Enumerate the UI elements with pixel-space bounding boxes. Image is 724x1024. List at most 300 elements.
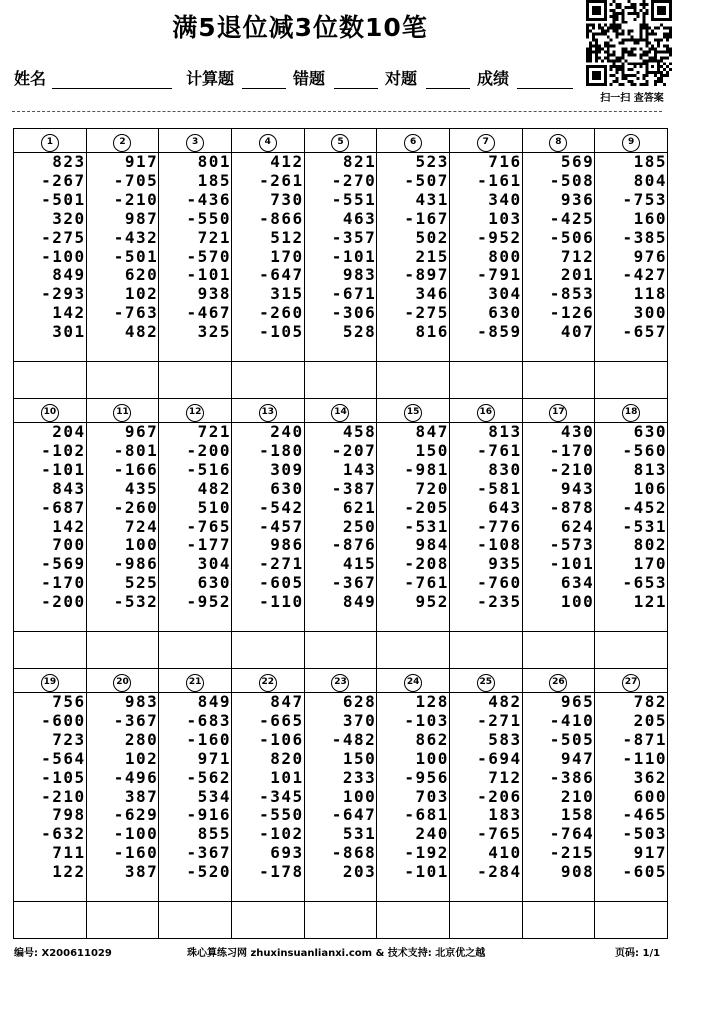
problem-value: -878 (549, 497, 595, 517)
problem-values (449, 153, 522, 362)
answer-cell[interactable] (595, 362, 668, 399)
problem-values (595, 693, 668, 902)
problem-value: 849 (197, 692, 231, 711)
problem-value: -385 (622, 227, 667, 247)
problem-value: 435 (124, 478, 159, 498)
problem-value: -501 (113, 246, 159, 266)
answer-cell[interactable] (86, 362, 159, 399)
problem-number: 27 (622, 674, 640, 692)
problem-values (522, 153, 595, 362)
problem-number-cell (522, 669, 595, 693)
problem-value: -694 (477, 748, 522, 768)
problem-value: -551 (331, 189, 377, 209)
problem-value: -200 (41, 592, 86, 612)
problem-values (159, 153, 232, 362)
problem-value: -981 (404, 459, 449, 479)
problem-value: -110 (622, 748, 667, 768)
problem-value: -260 (259, 303, 304, 323)
problem-values (159, 693, 232, 902)
problem-value: -564 (41, 748, 86, 768)
problem-value: 523 (415, 152, 449, 171)
problem-value: -550 (186, 208, 231, 228)
problem-value: 569 (560, 152, 595, 171)
problem-number-cell (377, 129, 450, 153)
score-field[interactable] (517, 88, 573, 89)
problem-value: -763 (113, 303, 159, 323)
problem-value: 965 (560, 692, 595, 711)
problem-value: -753 (622, 189, 667, 209)
problem-value: -367 (113, 710, 159, 730)
problem-values (449, 423, 522, 632)
problem-value: 415 (342, 554, 377, 574)
answer-cell[interactable] (231, 902, 304, 939)
problem-value: 531 (342, 824, 377, 844)
problem-number-cell (449, 669, 522, 693)
answer-cell[interactable] (522, 632, 595, 669)
answer-cell[interactable] (14, 632, 87, 669)
problem-value: -605 (622, 862, 667, 882)
problem-value: 813 (633, 459, 667, 479)
problem-value: -210 (41, 786, 86, 806)
problem-value: 862 (415, 729, 449, 749)
problem-value: 100 (415, 748, 449, 768)
problem-value: 170 (633, 554, 667, 574)
problem-value: -683 (186, 710, 231, 730)
problem-value: 309 (270, 459, 304, 479)
problem-value: 463 (342, 208, 377, 228)
problem-value: -101 (331, 246, 377, 266)
problem-value: -516 (186, 459, 231, 479)
problem-value: 721 (197, 422, 231, 441)
problem-value: 720 (415, 478, 449, 498)
problem-value: -765 (477, 824, 522, 844)
problem-value: 203 (342, 862, 377, 882)
name-field[interactable] (52, 88, 172, 89)
problem-value: 204 (52, 422, 86, 441)
problem-values (522, 423, 595, 632)
problem-value: -503 (622, 824, 667, 844)
problem-value: 847 (415, 422, 449, 441)
problem-value: -764 (549, 824, 595, 844)
problem-value: -647 (259, 265, 304, 285)
problem-number: 13 (259, 404, 277, 422)
answer-cell[interactable] (231, 362, 304, 399)
problem-value: -776 (477, 516, 522, 536)
answer-cell[interactable] (14, 362, 87, 399)
problem-value: 100 (342, 786, 377, 806)
problem-value: -208 (404, 554, 449, 574)
problem-values (86, 153, 159, 362)
problem-value: -505 (549, 729, 595, 749)
number-row (14, 129, 668, 153)
problem-value: 947 (560, 748, 595, 768)
answer-row (14, 362, 668, 399)
right-field[interactable] (426, 88, 470, 89)
problem-number: 7 (477, 134, 495, 152)
problem-value: 121 (633, 592, 667, 612)
problem-value: 816 (415, 322, 449, 342)
answer-cell[interactable] (86, 632, 159, 669)
problem-number: 25 (477, 674, 495, 692)
problem-value: -160 (113, 843, 159, 863)
qr-code-icon (586, 0, 672, 86)
problem-number-cell (449, 399, 522, 423)
problem-value: 943 (560, 478, 595, 498)
problem-value: -108 (477, 535, 522, 555)
problem-value: -452 (622, 497, 667, 517)
problem-value: 847 (270, 692, 304, 711)
problem-values (231, 693, 304, 902)
problem-number: 23 (331, 674, 349, 692)
problem-value: 340 (488, 189, 522, 209)
problem-value: 624 (560, 516, 595, 536)
problem-values (377, 423, 450, 632)
problem-number: 6 (404, 134, 422, 152)
problem-values (377, 693, 450, 902)
problem-value: -367 (331, 573, 377, 593)
problem-value: 721 (197, 227, 231, 247)
values-row (14, 153, 668, 362)
problem-number: 4 (259, 134, 277, 152)
problem-value: -207 (331, 440, 377, 460)
problem-value: -275 (404, 303, 449, 323)
problem-values (14, 693, 87, 902)
problem-value: 430 (560, 422, 595, 441)
problem-value: 802 (633, 535, 667, 555)
problem-value: 936 (560, 189, 595, 209)
problem-value: -956 (404, 767, 449, 787)
values-row (14, 693, 668, 902)
problem-value: 908 (560, 862, 595, 882)
cut-line (12, 111, 662, 112)
problem-values (86, 423, 159, 632)
problem-values (304, 153, 377, 362)
problem-number-cell (304, 669, 377, 693)
problem-value: 118 (633, 284, 667, 304)
problem-value: -367 (186, 843, 231, 863)
problem-number-cell (14, 129, 87, 153)
problem-value: -605 (259, 573, 304, 593)
problem-value: -550 (259, 805, 304, 825)
problem-value: -267 (41, 170, 86, 190)
problem-value: 482 (488, 692, 522, 711)
problem-number: 14 (331, 404, 349, 422)
name-label: 姓名 (14, 69, 47, 88)
problem-value: 410 (488, 843, 522, 863)
problem-number-cell (595, 399, 668, 423)
problem-value: 820 (270, 748, 304, 768)
problem-values (377, 153, 450, 362)
problem-value: -101 (549, 554, 595, 574)
answer-cell[interactable] (522, 902, 595, 939)
problem-value: 210 (560, 786, 595, 806)
problem-value: 983 (124, 692, 159, 711)
problem-number: 3 (186, 134, 204, 152)
problem-number: 16 (477, 404, 495, 422)
problem-value: 984 (415, 535, 449, 555)
problem-value: -507 (404, 170, 449, 190)
problem-values (304, 423, 377, 632)
answer-cell[interactable] (231, 632, 304, 669)
problem-value: -600 (41, 710, 86, 730)
problem-value: 320 (52, 208, 86, 228)
problem-value: -205 (404, 497, 449, 517)
problem-values (14, 423, 87, 632)
answer-cell[interactable] (595, 632, 668, 669)
problem-value: -210 (549, 459, 595, 479)
problem-value: 233 (342, 767, 377, 787)
problem-value: 512 (270, 227, 304, 247)
problem-value: 185 (197, 170, 231, 190)
qr-code[interactable] (586, 0, 672, 86)
problem-value: -260 (113, 497, 159, 517)
problem-value: -180 (259, 440, 304, 460)
problem-value: 983 (342, 265, 377, 285)
problem-value: 100 (560, 592, 595, 612)
problem-value: 855 (197, 824, 231, 844)
problem-value: 502 (415, 227, 449, 247)
problem-number: 2 (113, 134, 131, 152)
answer-cell[interactable] (159, 362, 232, 399)
problem-value: -178 (259, 862, 304, 882)
problem-values (14, 153, 87, 362)
problem-value: -581 (477, 478, 522, 498)
problem-number-cell (304, 129, 377, 153)
problem-value: 185 (633, 152, 667, 171)
problem-value: 106 (633, 478, 667, 498)
problem-value: -102 (41, 440, 86, 460)
problem-value: 630 (633, 422, 667, 441)
problem-value: -387 (331, 478, 377, 498)
problem-value: 800 (488, 246, 522, 266)
problem-value: 804 (633, 170, 667, 190)
problem-value: 431 (415, 189, 449, 209)
problem-value: -206 (477, 786, 522, 806)
problem-value: -271 (477, 710, 522, 730)
problem-value: -271 (259, 554, 304, 574)
problem-value: 301 (52, 322, 86, 342)
answer-cell[interactable] (449, 632, 522, 669)
problem-value: -100 (113, 824, 159, 844)
problem-value: 101 (270, 767, 304, 787)
problem-value: 813 (488, 422, 522, 441)
problem-values (304, 693, 377, 902)
problem-value: -573 (549, 535, 595, 555)
problem-value: -101 (186, 265, 231, 285)
problem-value: 100 (124, 535, 159, 555)
problem-value: -215 (549, 843, 595, 863)
problem-value: 628 (342, 692, 377, 711)
problem-value: -106 (259, 729, 304, 749)
answer-cell[interactable] (377, 632, 450, 669)
problem-value: -916 (186, 805, 231, 825)
problem-number: 18 (622, 404, 640, 422)
problem-value: 407 (560, 322, 595, 342)
problem-number: 24 (404, 674, 422, 692)
problem-value: 215 (415, 246, 449, 266)
problem-value: -105 (41, 767, 86, 787)
problem-values (231, 153, 304, 362)
problem-value: -261 (259, 170, 304, 190)
problem-value: -508 (549, 170, 595, 190)
footer-page: 页码: 1/1 (615, 948, 661, 959)
problem-value: -532 (113, 592, 159, 612)
problem-value: -569 (41, 554, 86, 574)
problem-value: -681 (404, 805, 449, 825)
problem-value: 712 (488, 767, 522, 787)
problem-value: 250 (342, 516, 377, 536)
problem-value: 952 (415, 592, 449, 612)
problem-value: -432 (113, 227, 159, 247)
page-title: 满5退位减3位数10笔 (172, 13, 428, 42)
problem-value: -986 (113, 554, 159, 574)
answer-cell[interactable] (377, 362, 450, 399)
right-label: 对题 (385, 69, 418, 88)
answer-cell[interactable] (14, 902, 87, 939)
problem-value: -467 (186, 303, 231, 323)
answer-row (14, 902, 668, 939)
problem-value: -629 (113, 805, 159, 825)
problem-value: 528 (342, 322, 377, 342)
problem-number: 26 (549, 674, 567, 692)
problem-value: 150 (342, 748, 377, 768)
problem-value: -705 (113, 170, 159, 190)
problem-number-cell (522, 399, 595, 423)
problem-value: -177 (186, 535, 231, 555)
answer-cell[interactable] (522, 362, 595, 399)
problem-value: -952 (477, 227, 522, 247)
problem-value: 630 (488, 303, 522, 323)
problem-value: 158 (560, 805, 595, 825)
problem-value: 801 (197, 152, 231, 171)
problem-grid (13, 128, 668, 939)
problem-value: -657 (622, 322, 667, 342)
problem-value: 525 (124, 573, 159, 593)
problem-value: -653 (622, 573, 667, 593)
problem-value: 482 (197, 478, 231, 498)
problem-value: -210 (113, 189, 159, 209)
problem-value: -101 (41, 459, 86, 479)
problem-value: 183 (488, 805, 522, 825)
problem-value: -457 (259, 516, 304, 536)
answer-cell[interactable] (304, 632, 377, 669)
problem-number-cell (86, 399, 159, 423)
problem-value: 143 (342, 459, 377, 479)
problem-values (595, 153, 668, 362)
problem-value: 917 (124, 152, 159, 171)
answer-cell[interactable] (304, 902, 377, 939)
problem-value: 643 (488, 497, 522, 517)
problem-value: -531 (622, 516, 667, 536)
problem-number-cell (86, 129, 159, 153)
problem-value: 703 (415, 786, 449, 806)
answer-cell[interactable] (159, 902, 232, 939)
problem-number-cell (377, 399, 450, 423)
problem-value: 362 (633, 767, 667, 787)
problem-value: -665 (259, 710, 304, 730)
problem-value: -425 (549, 208, 595, 228)
problem-value: 987 (124, 208, 159, 228)
problem-value: 971 (197, 748, 231, 768)
problem-value: 938 (197, 284, 231, 304)
problem-value: 240 (415, 824, 449, 844)
problem-number-cell (522, 129, 595, 153)
problem-value: 917 (633, 843, 667, 863)
problem-value: -859 (477, 322, 522, 342)
answer-cell[interactable] (304, 362, 377, 399)
answer-cell[interactable] (449, 902, 522, 939)
problem-values (522, 693, 595, 902)
problem-value: -102 (259, 824, 304, 844)
problem-value: 634 (560, 573, 595, 593)
problem-value: -235 (477, 592, 522, 612)
problem-value: -687 (41, 497, 86, 517)
problem-value: -161 (477, 170, 522, 190)
problem-values (159, 423, 232, 632)
problem-value: 142 (52, 303, 86, 323)
footer-code: 编号: X200611029 (14, 948, 112, 959)
answer-cell[interactable] (86, 902, 159, 939)
problem-value: -761 (477, 440, 522, 460)
problem-number: 15 (404, 404, 422, 422)
problem-value: 387 (124, 862, 159, 882)
problem-value: 986 (270, 535, 304, 555)
problem-value: -760 (477, 573, 522, 593)
problem-value: -192 (404, 843, 449, 863)
problem-value: 620 (124, 265, 159, 285)
problem-value: -110 (259, 592, 304, 612)
problem-value: 102 (124, 748, 159, 768)
problem-value: -496 (113, 767, 159, 787)
problem-value: 630 (270, 478, 304, 498)
problem-value: 843 (52, 478, 86, 498)
problem-value: 583 (488, 729, 522, 749)
problem-value: 170 (270, 246, 304, 266)
problem-value: 370 (342, 710, 377, 730)
problem-value: -671 (331, 284, 377, 304)
problem-value: -765 (186, 516, 231, 536)
answer-cell[interactable] (595, 902, 668, 939)
problem-value: 693 (270, 843, 304, 863)
problem-value: 823 (52, 152, 86, 171)
problem-value: -200 (186, 440, 231, 460)
problem-value: -876 (331, 535, 377, 555)
problem-number: 22 (259, 674, 277, 692)
number-row (14, 669, 668, 693)
problem-value: 150 (415, 440, 449, 460)
problem-number-cell (595, 129, 668, 153)
problem-value: -570 (186, 246, 231, 266)
problem-value: 935 (488, 554, 522, 574)
answer-row (14, 632, 668, 669)
problem-value: -562 (186, 767, 231, 787)
problem-number: 20 (113, 674, 131, 692)
answer-cell[interactable] (449, 362, 522, 399)
problem-value: 798 (52, 805, 86, 825)
answer-cell[interactable] (377, 902, 450, 939)
wrong-field[interactable] (334, 88, 378, 89)
answer-cell[interactable] (159, 632, 232, 669)
problem-value: 967 (124, 422, 159, 441)
problem-value: 387 (124, 786, 159, 806)
count-field[interactable] (242, 88, 286, 89)
problem-value: -293 (41, 284, 86, 304)
problem-value: -482 (331, 729, 377, 749)
problem-number: 9 (622, 134, 640, 152)
problem-value: 976 (633, 246, 667, 266)
problem-value: 723 (52, 729, 86, 749)
problem-number: 12 (186, 404, 204, 422)
